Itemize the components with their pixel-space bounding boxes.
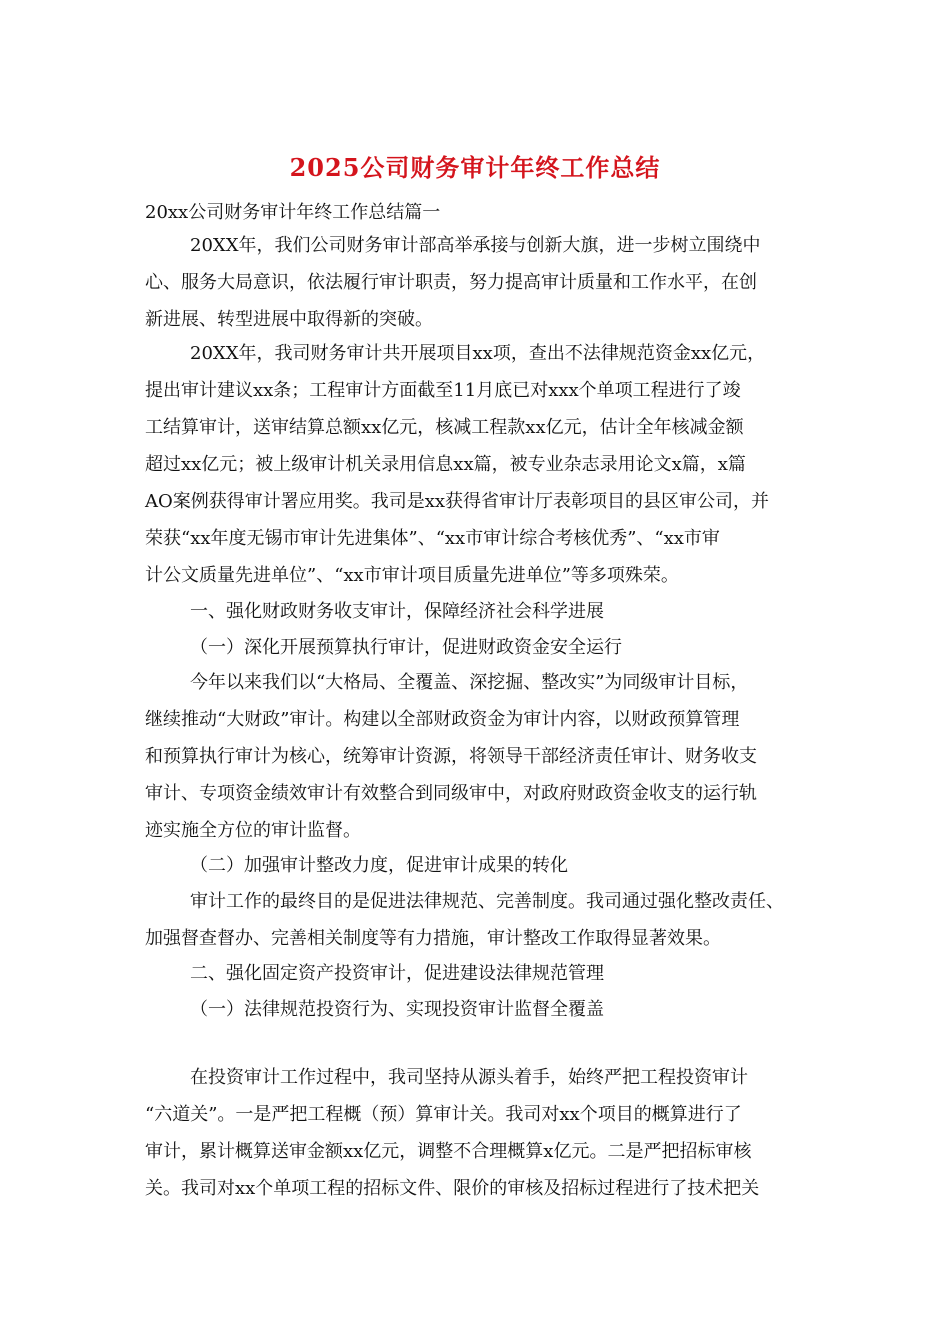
paragraph-line: 计公文质量先进单位”、“xx市审计项目质量先进单位”等多项殊荣。 bbox=[145, 565, 679, 586]
paragraph-line: 继续推动“大财政”审计。构建以全部财政资金为审计内容，以财政预算管理 bbox=[145, 709, 740, 730]
subsection-heading: （二）加强审计整改力度，促进审计成果的转化 bbox=[190, 855, 568, 876]
paragraph-line: 今年以来我们以“大格局、全覆盖、深挖掘、整改实”为同级审计目标， bbox=[190, 672, 749, 693]
paragraph-line: 审计工作的最终目的是促进法律规范、完善制度。我司通过强化整改责任、 bbox=[190, 891, 784, 912]
paragraph-line: 审计、专项资金绩效审计有效整合到同级审中，对政府财政资金收支的运行轨 bbox=[145, 783, 757, 804]
section-heading: 一、强化财政财务收支审计，保障经济社会科学进展 bbox=[190, 601, 604, 622]
paragraph-line: 提出审计建议xx条；工程审计方面截至11月底已对xxx个单项工程进行了竣 bbox=[145, 380, 741, 401]
paragraph-line: 荣获“xx年度无锡市审计先进集体”、“xx市审计综合考核优秀”、“xx市审 bbox=[145, 528, 720, 549]
paragraph-line: 和预算执行审计为核心，统筹审计资源，将领导干部经济责任审计、财务收支 bbox=[145, 746, 757, 767]
paragraph-line: 迹实施全方位的审计监督。 bbox=[145, 820, 361, 841]
paragraph-line: 心、服务大局意识，依法履行审计职责，努力提高审计质量和工作水平，在创 bbox=[145, 272, 757, 293]
paragraph-line: 新进展、转型进展中取得新的突破。 bbox=[145, 309, 433, 330]
paragraph-line: AO案例获得审计署应用奖。我司是xx获得省审计厅表彰项目的县区审公司，并 bbox=[145, 491, 770, 512]
section-heading: 二、强化固定资产投资审计，促进建设法律规范管理 bbox=[190, 963, 604, 984]
subsection-heading: （一）法律规范投资行为、实现投资审计监督全覆盖 bbox=[190, 999, 604, 1020]
section-heading: 20xx公司财务审计年终工作总结篇一 bbox=[145, 202, 441, 223]
paragraph-line: 超过xx亿元；被上级审计机关录用信息xx篇，被专业杂志录用论文x篇，x篇 bbox=[145, 454, 746, 475]
paragraph-line: 在投资审计工作过程中，我司坚持从源头着手，始终严把工程投资审计 bbox=[190, 1067, 748, 1088]
paragraph-line: 20XX年，我司财务审计共开展项目xx项，查出不法律规范资金xx亿元， bbox=[190, 343, 766, 364]
subsection-heading: （一）深化开展预算执行审计，促进财政资金安全运行 bbox=[190, 637, 622, 658]
paragraph-line: 关。我司对xx个单项工程的招标文件、限价的审核及招标过程进行了技术把关 bbox=[145, 1178, 760, 1199]
document-title: 2025公司财务审计年终工作总结 bbox=[289, 153, 661, 182]
paragraph-line: “六道关”。一是严把工程概（预）算审计关。我司对xx个项目的概算进行了 bbox=[145, 1104, 742, 1125]
paragraph-line: 工结算审计，送审结算总额xx亿元，核减工程款xx亿元，估计全年核减金额 bbox=[145, 417, 744, 438]
paragraph-line: 审计，累计概算送审金额xx亿元，调整不合理概算x亿元。二是严把招标审核 bbox=[145, 1141, 752, 1162]
paragraph-line: 加强督查督办、完善相关制度等有力措施，审计整改工作取得显著效果。 bbox=[145, 928, 721, 949]
paragraph-line: 20XX年，我们公司财务审计部高举承接与创新大旗，进一步树立围绕中 bbox=[190, 235, 761, 256]
